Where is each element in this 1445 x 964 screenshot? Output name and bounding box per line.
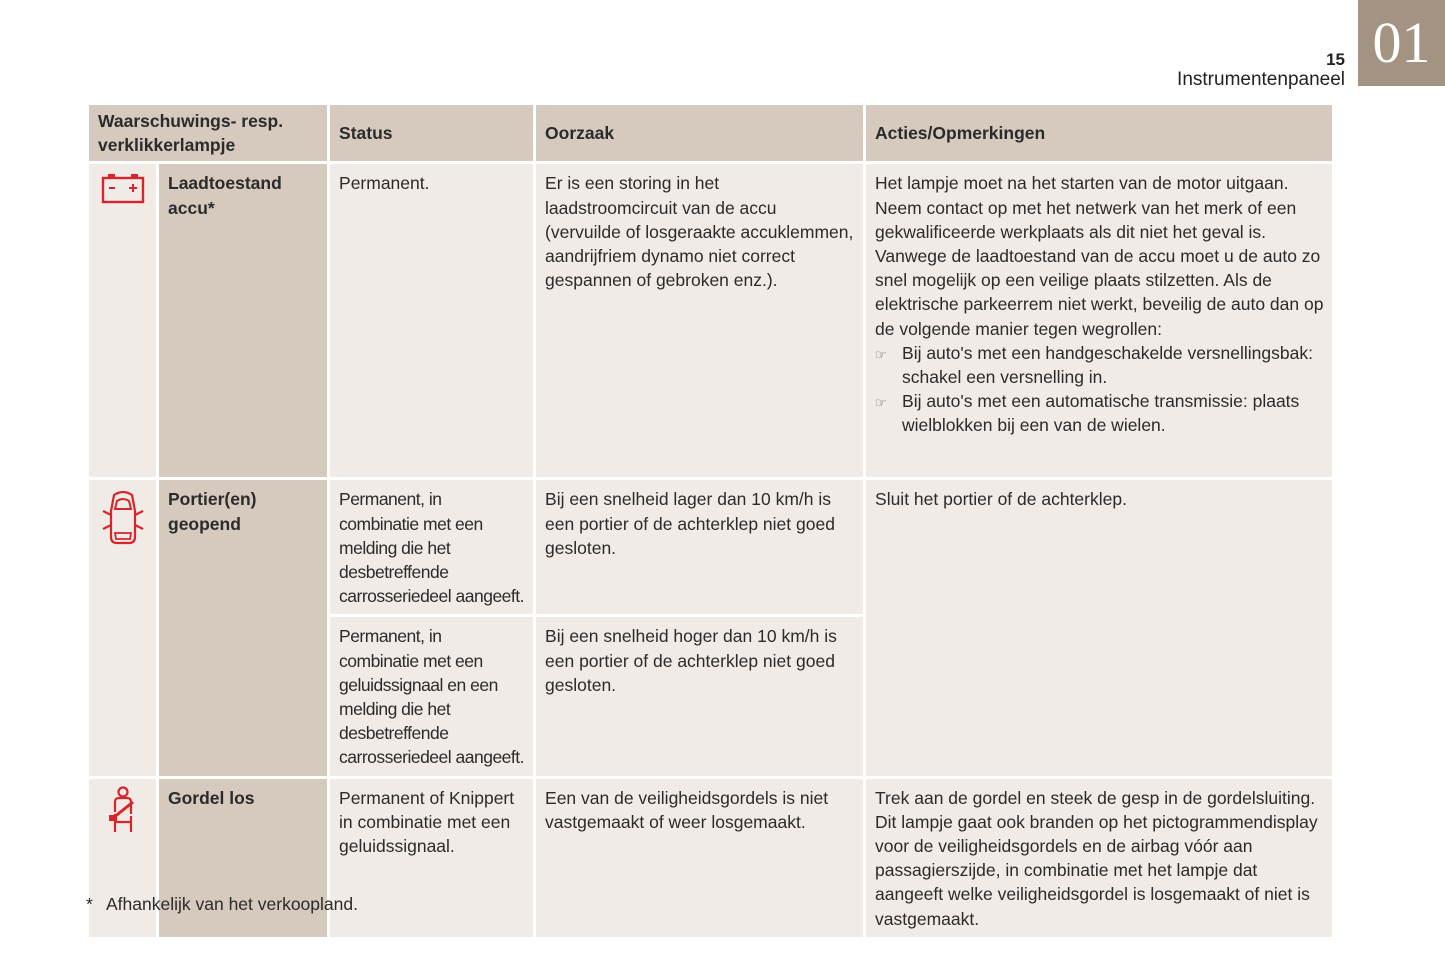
open-door-icon <box>98 487 148 547</box>
header-actions: Acties/Opmerkingen <box>865 104 1334 163</box>
seatbelt-icon <box>98 786 148 834</box>
page-number: 15 <box>1326 50 1345 69</box>
warning-lamps-table <box>86 102 1335 940</box>
status-cell: Permanent, in combinatie met een geluidssignaal en een melding die het desbetreffende carrosseriedeel aangeeft. <box>329 616 535 777</box>
cause-cell: Een van de veiligheidsgordels is niet vastgemaakt of weer losgemaakt. <box>535 777 865 938</box>
section-title: Instrumentenpaneel <box>1177 69 1345 90</box>
list-item <box>875 389 1324 437</box>
cause-cell: Er is een storing in het laadstroomcircuit van de accu (vervuilde of losgeraakte accuklemmen, aandrijfriem dynamo niet correct gespannen of gebroken enz.). <box>535 163 865 479</box>
actions-cell <box>865 163 1334 479</box>
lamp-name: Laadtoestand accu* <box>158 163 329 479</box>
header-cause: Oorzaak <box>535 104 865 163</box>
header-status: Status <box>329 104 535 163</box>
icon-cell <box>88 479 158 777</box>
icon-cell <box>88 163 158 479</box>
cause-cell: Bij een snelheid hoger dan 10 km/h is een portier of de achterklep niet goed gesloten. <box>535 616 865 777</box>
status-cell: Permanent. <box>329 163 535 479</box>
footnote-text: Afhankelijk van het verkoopland. <box>106 894 358 914</box>
lamp-name: Portier(en) geopend <box>158 479 329 777</box>
table-header-row <box>88 104 1334 163</box>
battery-icon <box>98 171 148 205</box>
pointing-hand-icon: ☞ <box>875 395 887 411</box>
list-item <box>875 341 1324 389</box>
header-lamp: Waarschuwings- resp. verklikkerlampje <box>88 104 329 163</box>
footnote-marker: * <box>86 894 93 914</box>
actions-text: Het lampje moet na het starten van de motor uitgaan. Neem contact op met het netwerk van het merk of een gekwalificeerde werkplaats als dit niet het geval is. Vanwege de laadtoestand van de accu moet u de auto zo snel mogelijk op een veilige plaats stilzetten. Als de elektrische parkeerrem niet werkt, beveilig de auto dan op de volgende manier tegen wegrollen: <box>875 173 1324 339</box>
table-row <box>88 479 1334 616</box>
footnote <box>86 894 358 915</box>
table-row <box>88 163 1334 479</box>
pointing-hand-icon: ☞ <box>875 346 887 362</box>
chapter-tab: 01 <box>1358 0 1445 86</box>
status-cell: Permanent of Knippert in combinatie met een geluidssignaal. <box>329 777 535 938</box>
cause-cell: Bij een snelheid lager dan 10 km/h is een portier of de achterklep niet goed gesloten. <box>535 479 865 616</box>
list-item-text: Bij auto's met een handgeschakelde versnellingsbak: schakel een versnelling in. <box>902 342 1313 388</box>
lamp-name: Gordel los <box>158 777 329 938</box>
list-item-text: Bij auto's met een automatische transmissie: plaats wielblokken bij een van de wielen. <box>902 391 1300 436</box>
status-cell: Permanent, in combinatie met een melding die het desbetreffende carrosseriedeel aangeeft. <box>329 479 535 616</box>
actions-cell: Sluit het portier of de achterklep. <box>865 479 1334 777</box>
actions-cell: Trek aan de gordel en steek de gesp in de gordelsluiting. Dit lampje gaat ook branden op het pictogrammendisplay voor de veiligheidsgordels en de airbag vóór aan passagierszijde, in combinatie met het lampje dat aangeeft welke veiligheidsgordel is losgemaakt of niet is vastgemaakt. <box>865 777 1334 938</box>
